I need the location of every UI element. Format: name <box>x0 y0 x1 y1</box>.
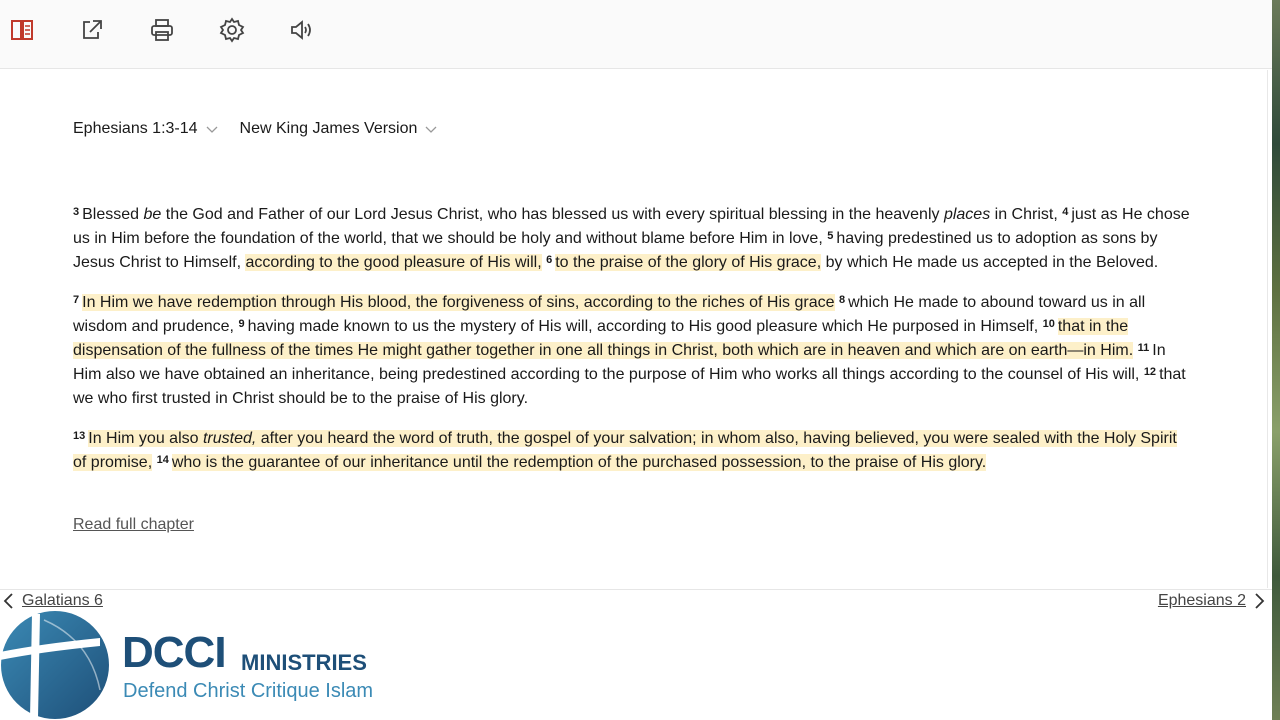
background-strip <box>1272 0 1280 720</box>
logo-title: DCCI <box>122 628 226 677</box>
highlighted-text: In Him you also <box>88 430 203 447</box>
highlighted-text: In Him we have redemption through His blood, the forgiveness of sins, according to the riches of His grace <box>82 294 835 311</box>
next-chapter-link[interactable] <box>1158 592 1266 610</box>
verse-number: 10 <box>1042 318 1055 330</box>
verse-number: 12 <box>1143 366 1157 378</box>
verse-number: 4 <box>1062 206 1069 218</box>
chevron-down-icon <box>206 123 218 135</box>
verse-text: the God and Father of our Lord Jesus Christ, who has blessed us with every spiritual blessing in the heavenly <box>161 206 944 223</box>
next-chapter-label: Ephesians 2 <box>1157 592 1246 609</box>
passage-paragraph <box>73 203 1193 275</box>
passage-label: Ephesians 1:3-14 <box>73 120 198 137</box>
verse-number: 11 <box>1137 342 1150 354</box>
version-dropdown[interactable] <box>240 120 438 138</box>
verse-number: 14 <box>156 454 169 466</box>
verse-text: having predestined us to adoption as sons by Jesus Christ to Himself, <box>73 230 1158 271</box>
chevron-down-icon <box>425 123 437 135</box>
share-icon[interactable] <box>74 12 110 48</box>
verse-number: 5 <box>827 230 834 242</box>
verse-number: 9 <box>238 318 245 330</box>
previous-chapter-label: Galatians 6 <box>22 592 103 609</box>
highlighted-text: to the praise of the glory of His grace, <box>555 254 822 271</box>
verse-number: 7 <box>73 294 80 306</box>
highlighted-text: according to the good pleasure of His will, <box>245 254 542 271</box>
verse-text: which He made to abound toward us in all wisdom and prudence, <box>73 294 1146 335</box>
passage-paragraph <box>73 291 1193 411</box>
highlighted-text: who is the guarantee of our inheritance until the redemption of the purchased possession, to the praise of His glory. <box>171 454 987 471</box>
verse-text: just as He chose us in Him before the foundation of the world, that we should be holy and without blame before Him in love, <box>73 206 1190 247</box>
verse-number: 8 <box>838 294 846 306</box>
previous-chapter-link[interactable] <box>2 592 103 610</box>
passage-dropdown[interactable] <box>73 120 218 138</box>
verse-text: by which He made us accepted in the Beloved. <box>821 254 1159 271</box>
print-icon[interactable] <box>144 12 180 48</box>
verse-text: places <box>943 206 991 223</box>
parallel-icon[interactable] <box>4 12 40 48</box>
version-label: New King James Version <box>239 120 418 137</box>
verse-text <box>152 454 156 471</box>
passage-text <box>73 203 1193 491</box>
scroll-divider <box>1267 70 1268 588</box>
verse-number: 13 <box>73 430 86 442</box>
chevron-right-icon <box>1254 592 1266 610</box>
verse-number: 3 <box>73 206 80 218</box>
verse-text: In Him also we have obtained an inheritance, being predestined according to the purpose of Him who works all things according to the counsel of His will, <box>73 342 1166 383</box>
settings-icon[interactable] <box>214 12 250 48</box>
passage-selectors <box>73 120 459 138</box>
highlighted-text: that in the dispensation of the fullness of the times He might gather together in one all things in Christ, both which are in heaven and which are on earth—in Him. <box>73 318 1134 359</box>
verse-text: having made known to us the mystery of His will, according to His good pleasure which He purposed in Himself, <box>247 318 1043 335</box>
verse-text: that we who first trusted in Christ should be to the praise of His glory. <box>73 366 1186 407</box>
read-full-chapter-link[interactable]: Read full chapter <box>73 516 194 533</box>
highlighted-text: after you heard the word of truth, the gospel of your salvation; in whom also, having believed, you were sealed with the Holy Spirit of promise, <box>73 430 1177 471</box>
verse-text <box>1133 342 1137 359</box>
highlighted-text: trusted, <box>202 430 257 447</box>
toolbar <box>0 0 1272 69</box>
passage-paragraph <box>73 427 1193 475</box>
verse-text: Blessed <box>82 206 144 223</box>
logo-ministries: MINISTRIES <box>241 650 367 675</box>
verse-text: be <box>143 206 162 223</box>
audio-icon[interactable] <box>284 12 320 48</box>
chevron-left-icon <box>2 592 14 610</box>
verse-text: in Christ, <box>990 206 1063 223</box>
logo-tagline: Defend Christ Critique Islam <box>123 680 374 702</box>
verse-number: 6 <box>546 254 553 266</box>
